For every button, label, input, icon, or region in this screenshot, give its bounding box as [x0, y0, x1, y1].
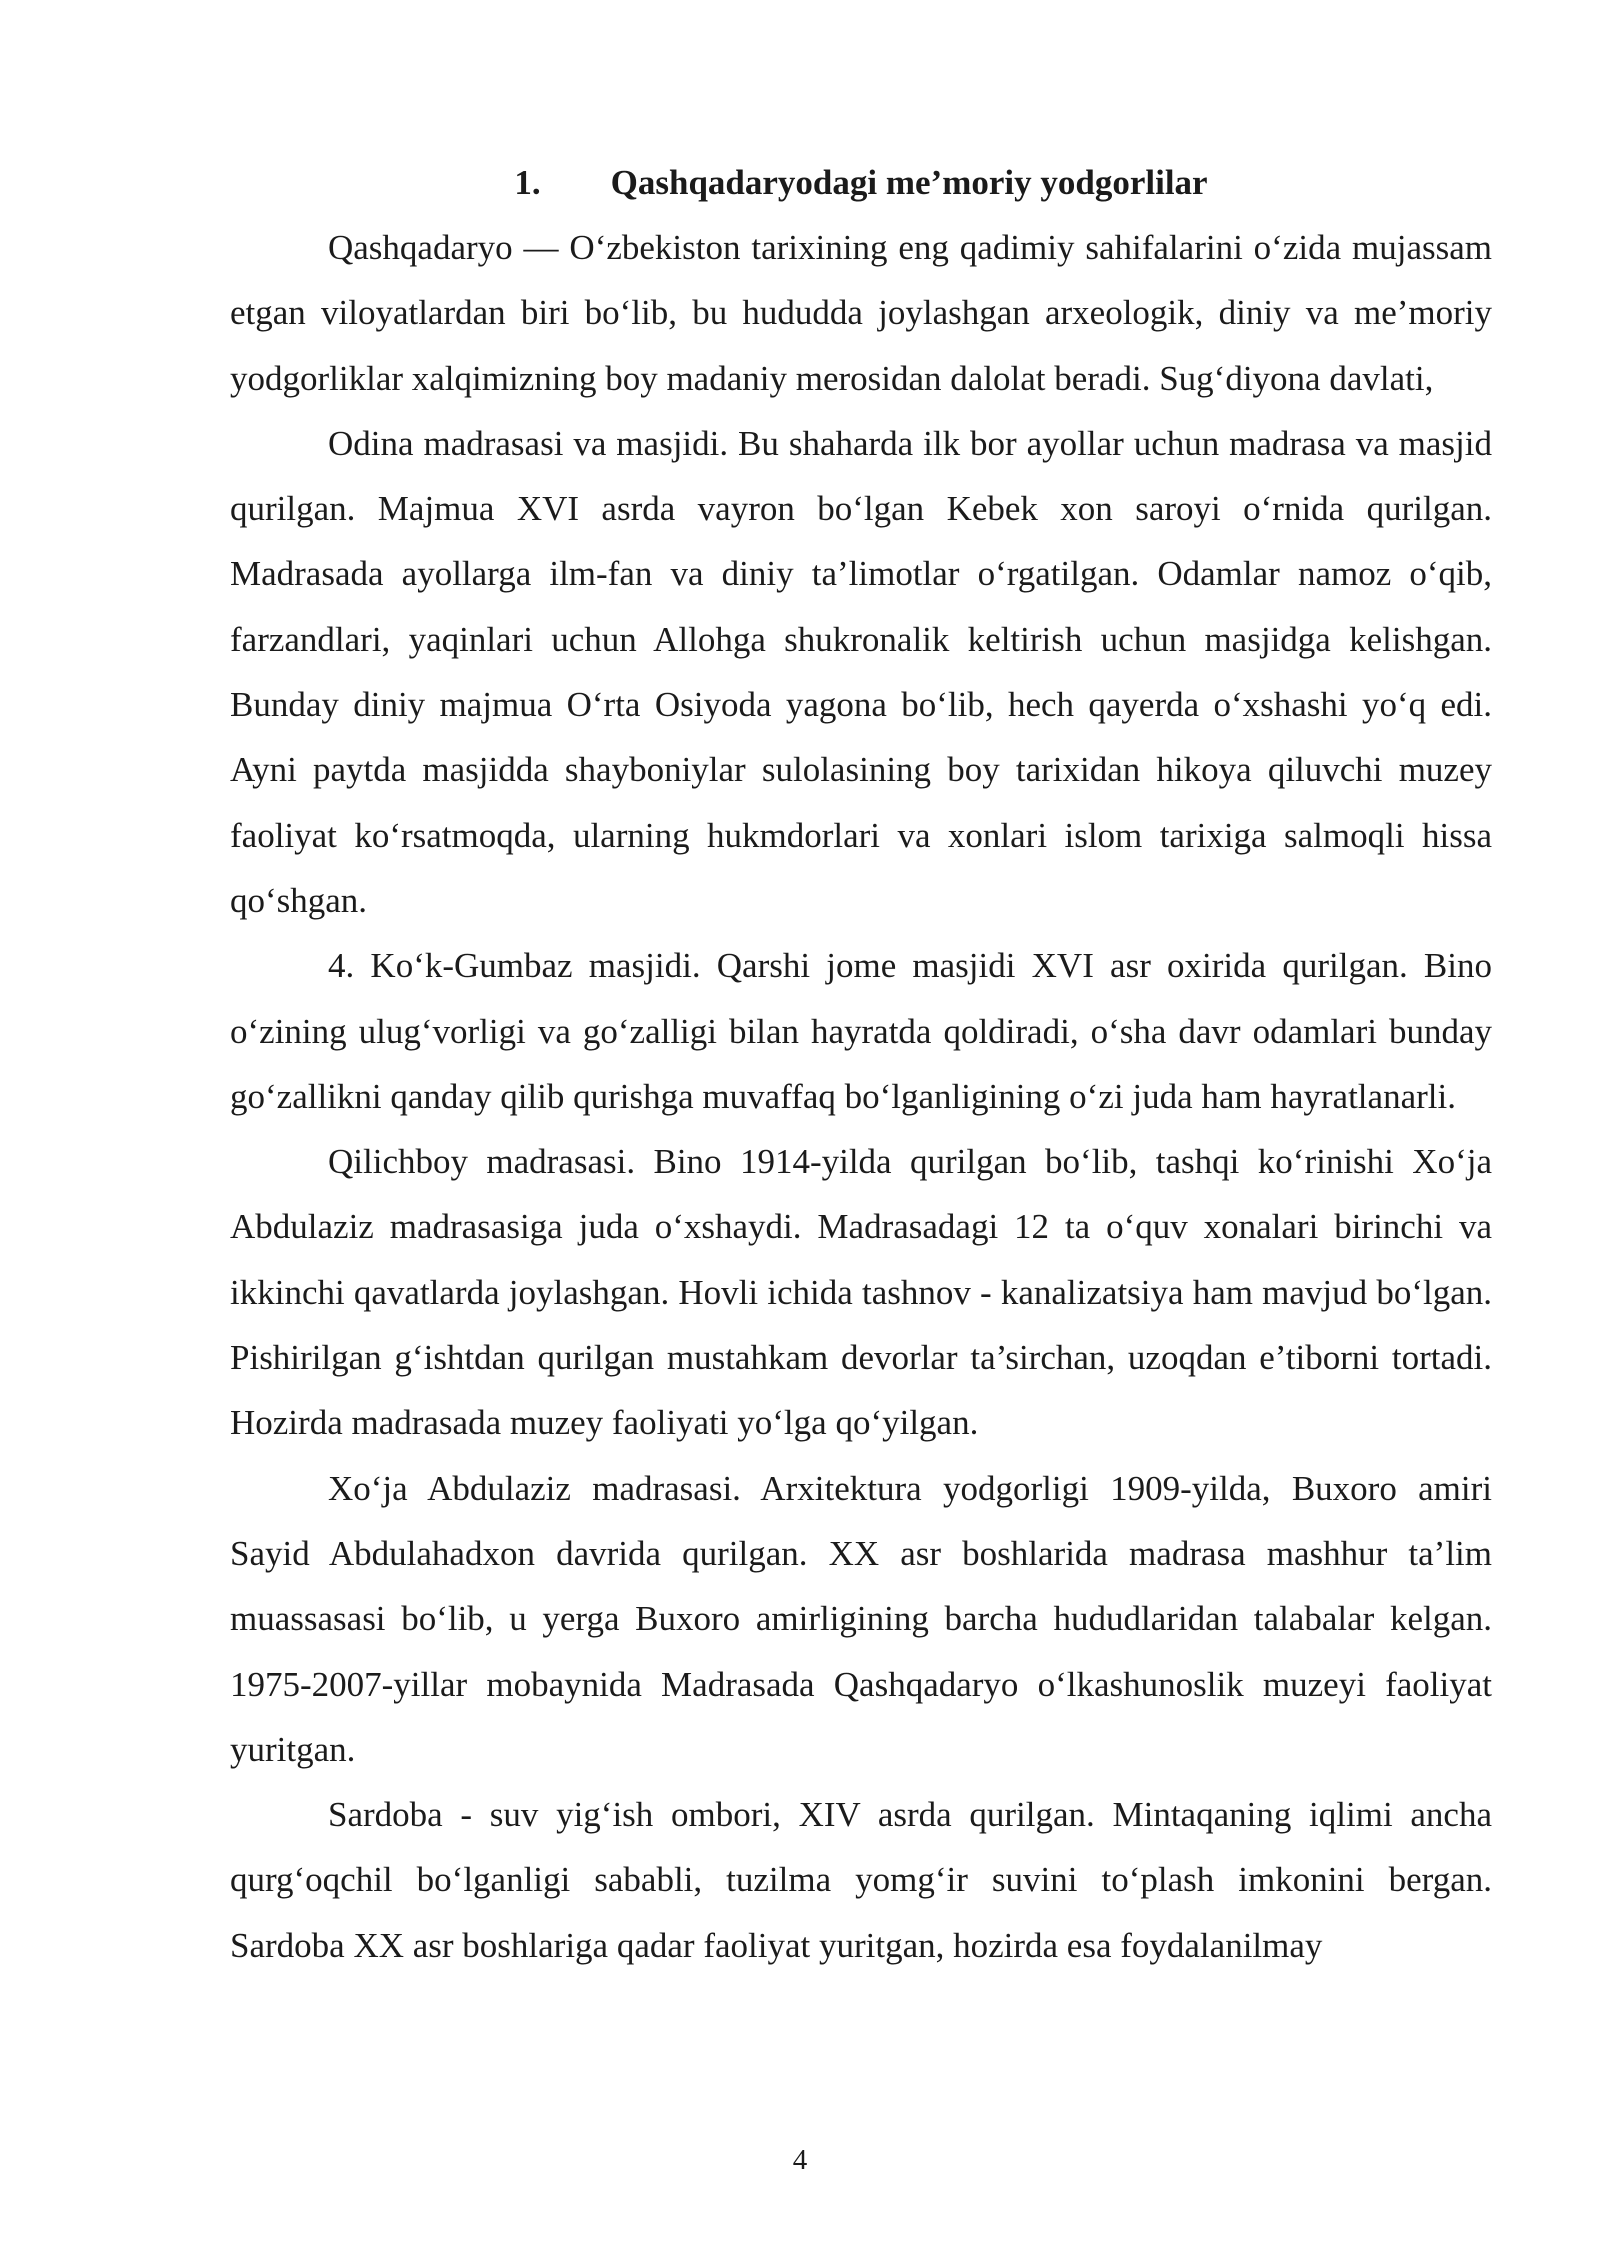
paragraph-intro: Qashqadaryo — O‘zbekiston tarixining eng qadimiy sahifalarini o‘zida mujassam etgan viloyatlardan biri bo‘lib, bu hududda joylashgan arxeologik, diniy va me’moriy yodgorliklar xalqimizning boy madaniy merosidan dalolat beradi. Sug‘diyona davlati, [230, 228, 1492, 398]
paragraph-xoja-abdulaziz-madrasasi: Xo‘ja Abdulaziz madrasasi. Arxitektura yodgorligi 1909-yilda, Buxoro amiri Sayid Abdulahadxon davrida qurilgan. XX asr boshlarida madrasa mashhur ta’lim muassasasi bo‘lib, u yerga Buxoro amirligining barcha hududlaridan talabalar kelgan. 1975-2007-yillar mobaynida Madrasada Qashqadaryo o‘lkashunoslik muzeyi faoliyat yuritgan. [230, 1468, 1492, 1769]
paragraph-qilichboy-madrasasi: Qilichboy madrasasi. Bino 1914-yilda qurilgan bo‘lib, tashqi ko‘rinishi Xo‘ja Abdulaziz madrasasiga juda o‘xshaydi. Madrasadagi 12 ta o‘quv xonalari birinchi va ikkinchi qavatlarda joylashgan. Hovli ichida tashnov - kanalizatsiya ham mavjud bo‘lgan. Pishirilgan g‘ishtdan qurilgan mustahkam devorlar ta’sirchan, uzoqdan e’tiborni tortadi. Hozirda madrasada muzey faoliyati yo‘lga qo‘yilgan. [230, 1142, 1492, 1443]
paragraph-sardoba: Sardoba - suv yig‘ish ombori, XIV asrda qurilgan. Mintaqaning iqlimi ancha qurg‘oqchil bo‘lganligi sababli, tuzilma yomg‘ir suvini to‘plash imkonini bergan. Sardoba XX asr boshlariga qadar faoliyat yuritgan, hozirda esa foydalanilmay [230, 1795, 1492, 1965]
section-title: Qashqadaryodagi me’moriy yodgorlilar [610, 163, 1208, 202]
paragraph-odina-madrasasi: Odina madrasasi va masjidi. Bu shaharda ilk bor ayollar uchun madrasa va masjid qurilgan. Majmua XVI asrda vayron bo‘lgan Kebek xon saroyi o‘rnida qurilgan. Madrasada ayollarga ilm-fan va diniy ta’limotlar o‘rgatilgan. Odamlar namoz o‘qib, farzandlari, yaqinlari uchun Allohga shukronalik keltirish uchun masjidga kelishgan. Bunday diniy majmua O‘rta Osiyoda yagona bo‘lib, hech qayerda o‘xshashi yo‘q edi. Ayni paytda masjidda shayboniylar sulolasining boy tarixidan hikoya qiluvchi muzey faoliyat ko‘rsatmoqda, ularning hukmdorlari va xonlari islom tarixiga salmoqli hissa qo‘shgan. [230, 423, 1492, 920]
section-number: 1. [514, 163, 541, 202]
page-number: 4 [792, 2144, 808, 2176]
document-page [230, 150, 1492, 1978]
paragraph-kok-gumbaz: 4. Ko‘k-Gumbaz masjidi. Qarshi jome masjidi XVI asr oxirida qurilgan. Bino o‘zining ulug‘vorligi va go‘zalligi bilan hayratda qoldiradi, o‘sha davr odamlari bunday go‘zallikni qanday qilib qurishga muvaffaq bo‘lganligining o‘zi juda ham hayratlanarli. [230, 946, 1492, 1116]
section-heading [230, 150, 1492, 215]
